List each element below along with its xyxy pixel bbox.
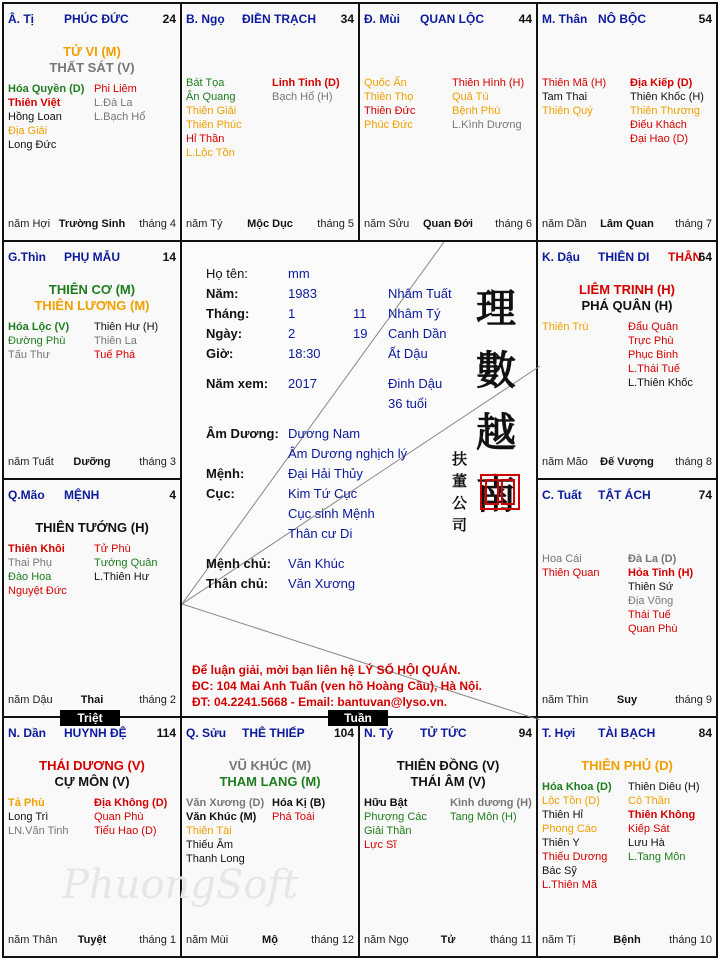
life-stage: Quan Đới: [423, 218, 473, 230]
palace-position: G.Thìn: [8, 250, 46, 264]
view-year-canchi: Đinh Dậu: [388, 376, 443, 391]
minor-star: L.Thiên Hư: [94, 571, 150, 583]
palace-year: năm Tị: [542, 934, 576, 946]
palace-position: Đ. Mùi: [364, 12, 400, 26]
minor-star: Giải Thần: [364, 825, 412, 837]
life-stage: Tuyệt: [77, 934, 107, 946]
minor-star: L.Lộc Tồn: [186, 147, 235, 159]
minor-stars-right: [450, 796, 532, 824]
minor-star: Đại Hao (D): [630, 133, 689, 145]
palace-footer: [8, 934, 176, 948]
tuan-tag: Tuần: [328, 710, 388, 726]
minor-star: Thiên Đức: [364, 105, 416, 117]
cuc-value: Kim Tứ Cục: [288, 486, 358, 501]
minor-star: Tả Phù: [8, 797, 45, 809]
cuc-note: Cục sinh Mệnh: [288, 506, 375, 521]
minor-star: Địa Không (D): [94, 797, 168, 809]
minor-star: Bạch Hổ (H): [272, 91, 333, 103]
palace-number: 94: [518, 726, 532, 740]
palace-footer: [364, 934, 532, 948]
palace-header: [542, 250, 712, 266]
palace-position: Â. Tị: [8, 12, 34, 26]
life-stage: Tử: [440, 934, 456, 946]
minor-star: Lực Sĩ: [364, 839, 397, 851]
palace-footer: [542, 934, 712, 948]
day-canchi: Canh Dần: [388, 326, 447, 341]
palace-name: PHÚC ĐỨC: [64, 12, 129, 26]
minor-star: Thiên Quan: [542, 567, 600, 579]
minor-stars-right: [272, 76, 340, 104]
palace-header: [542, 726, 712, 742]
minor-star: Long Đức: [8, 139, 57, 151]
minor-star: Tiểu Hao (D): [94, 825, 157, 837]
minor-star: Thanh Long: [186, 853, 245, 865]
palace-month: tháng 3: [139, 456, 176, 468]
palace-name: TẬT ÁCH: [598, 488, 651, 502]
palace-name: ĐIỀN TRẠCH: [242, 12, 316, 26]
palace-name: MỆNH: [64, 488, 100, 502]
palace-name: NÔ BỘC: [598, 12, 646, 26]
palace-position: N. Dần: [8, 726, 47, 740]
minor-star: Đà La (D): [628, 553, 677, 565]
contact-line-3: ĐT: 04.2241.5668 - Email: bantuvan@lyso.vn.: [192, 695, 448, 709]
minor-star: Hoa Cái: [542, 553, 582, 565]
minor-star: Thiên Tài: [186, 825, 232, 837]
palace-name: TÀI BẠCH: [598, 726, 656, 740]
calligraphy-logo: 理數越南: [476, 285, 516, 518]
view-year-label: Năm xem:: [206, 376, 269, 391]
than-chu-value: Văn Xương: [288, 576, 356, 591]
palace-month: tháng 7: [675, 218, 712, 230]
minor-star: Hỏa Tinh (H): [628, 567, 694, 579]
minor-star: L.Thiên Mã: [542, 879, 598, 891]
palace-position: K. Dậu: [542, 250, 581, 264]
palace-year: năm Tuất: [8, 456, 54, 468]
palace-header: [8, 488, 176, 504]
minor-stars-right: [628, 552, 693, 636]
cell-tuat: [536, 478, 718, 718]
life-stage: Suy: [616, 694, 638, 706]
palace-year: năm Tý: [186, 218, 223, 230]
minor-stars-right: [94, 542, 158, 584]
menh-chu-label: Mệnh chủ:: [206, 556, 271, 571]
palace-year: năm Mão: [542, 456, 588, 468]
minor-stars-right: [272, 796, 325, 824]
triet-tag: Triệt: [60, 710, 120, 726]
palace-position: N. Tý: [364, 726, 394, 740]
minor-star: L.Kình Dương: [452, 119, 522, 131]
than-chu-label: Thân chủ:: [206, 576, 269, 591]
cuc-label: Cục:: [206, 486, 235, 501]
watermark: PhuongSoft: [62, 862, 299, 908]
main-star: THIÊN LƯƠNG (M): [34, 298, 150, 313]
minor-star: Bát Tọa: [186, 77, 225, 89]
main-star: THIÊN TƯỚNG (H): [35, 520, 149, 535]
minor-star: Linh Tinh (D): [272, 77, 340, 89]
cell-dan: [2, 716, 182, 958]
minor-star: Trực Phù: [628, 335, 674, 347]
menh-chu-value: Văn Khúc: [288, 556, 345, 571]
main-star: THÁI ÂM (V): [410, 774, 486, 789]
palace-number: 34: [340, 12, 354, 26]
palace-number: 4: [169, 488, 176, 502]
minor-stars-left: [542, 320, 588, 334]
month-value: 1: [288, 306, 296, 321]
minor-star: Phượng Các: [364, 811, 427, 823]
minor-stars-left: [186, 76, 242, 160]
amduong-note: Âm Dương nghịch lý: [288, 446, 408, 461]
minor-star: Lộc Tồn (D): [542, 795, 600, 807]
cell-ty: [2, 2, 182, 242]
palace-position: Q.Mão: [8, 488, 45, 502]
contact-line-2: ĐC: 104 Mai Anh Tuấn (ven hồ Hoàng Cầu), Hà Nội.: [192, 679, 483, 693]
palace-year: năm Ngọ: [364, 934, 409, 946]
center-info-panel: [180, 240, 538, 718]
name-label: Họ tên:: [206, 266, 248, 281]
minor-star: Hóa Quyền (D): [8, 83, 85, 95]
minor-star: Tuế Phá: [94, 349, 136, 361]
palace-header: [8, 12, 176, 28]
palace-header: [542, 488, 712, 504]
palace-position: Q. Sửu: [186, 726, 227, 740]
minor-star: Quan Phù: [628, 623, 678, 635]
minor-star: Đẩu Quân: [628, 321, 679, 333]
minor-star: Thiên Hình (H): [452, 77, 525, 89]
minor-star: Hóa Khoa (D): [542, 781, 612, 793]
minor-star: Văn Xương (D): [186, 797, 265, 809]
minor-star: Bệnh Phù: [452, 105, 501, 117]
minor-star: Bác Sỹ: [542, 865, 577, 877]
palace-header: [364, 726, 532, 742]
main-star: TỬ VI (M): [63, 44, 121, 59]
life-stage: Dưỡng: [73, 456, 111, 468]
main-star: THẤT SÁT (V): [49, 60, 135, 75]
minor-star: Thai Phụ: [8, 557, 53, 569]
palace-month: tháng 6: [495, 218, 532, 230]
palace-position: M. Thân: [542, 12, 588, 26]
minor-star: Thiên Khôi: [8, 543, 65, 555]
minor-stars-left: [8, 796, 69, 838]
cell-ti: [358, 716, 538, 958]
palace-month: tháng 12: [311, 934, 354, 946]
day-label: Ngày:: [206, 326, 243, 341]
minor-star: Tam Thai: [542, 91, 588, 103]
minor-star: Điếu Khách: [630, 119, 687, 131]
minor-star: Văn Khúc (M): [186, 811, 257, 823]
minor-star: Long Trì: [8, 811, 49, 823]
year-label: Năm:: [206, 286, 239, 301]
day-lunar: 19: [353, 326, 368, 341]
minor-star: Thái Tuế: [628, 609, 671, 621]
palace-footer: [542, 694, 712, 708]
palace-number: 14: [162, 250, 176, 264]
horoscope-chart: [2, 2, 718, 958]
minor-star: Tấu Thư: [8, 349, 51, 361]
minor-star: Ân Quang: [186, 91, 236, 103]
minor-star: Thiên Hư (H): [94, 321, 159, 333]
palace-footer: [186, 218, 354, 232]
minor-star: Thiên Giải: [186, 105, 237, 117]
minor-star: Thiên Thọ: [364, 91, 414, 103]
palace-month: tháng 5: [317, 218, 354, 230]
minor-star: Địa Võng: [628, 595, 674, 607]
palace-year: năm Hợi: [8, 218, 51, 230]
main-star: THAM LANG (M): [219, 774, 321, 789]
cell-ngo: [180, 2, 360, 242]
minor-star: Cô Thần: [628, 795, 670, 807]
minor-star: Phong Cáo: [542, 823, 598, 835]
minor-stars-left: [364, 796, 427, 852]
palace-header: [364, 12, 532, 28]
main-star: VŨ KHÚC (M): [228, 758, 312, 773]
cell-mao: [2, 478, 182, 718]
palace-year: năm Thìn: [542, 694, 589, 706]
palace-year: năm Sửu: [364, 218, 410, 230]
minor-star: Tang Môn (H): [450, 811, 517, 823]
minor-star: Thiên Trù: [542, 321, 589, 333]
palace-number: 84: [698, 726, 712, 740]
palace-position: B. Ngọ: [186, 12, 225, 26]
minor-stars-left: [186, 796, 264, 866]
minor-star: Quan Phù: [94, 811, 144, 823]
minor-star: Hữu Bật: [364, 797, 408, 809]
minor-star: Thiên Hỉ: [542, 809, 583, 821]
minor-star: Tướng Quân: [94, 557, 158, 569]
cell-dau: [536, 240, 718, 480]
cell-thin: [2, 240, 182, 480]
day-value: 2: [288, 326, 296, 341]
palace-number: 64: [698, 250, 712, 264]
minor-star: Hóa Kị (B): [272, 797, 326, 809]
minor-star: Thiên La: [94, 335, 137, 347]
year-canchi: Nhâm Tuất: [388, 286, 452, 301]
palace-month: tháng 1: [139, 934, 176, 946]
palace-year: năm Thân: [8, 934, 58, 946]
amduong-label: Âm Dương:: [206, 426, 279, 441]
minor-stars-right: [94, 796, 167, 838]
main-star: THIÊN ĐỒNG (V): [396, 758, 500, 773]
red-seal-stamp: [480, 474, 520, 510]
minor-stars-right: [628, 320, 693, 390]
amduong-value: Dương Nam: [288, 426, 361, 441]
life-stage: Đế Vượng: [600, 456, 654, 468]
month-canchi: Nhâm Tý: [388, 306, 441, 321]
minor-stars-left: [8, 542, 67, 598]
palace-name: PHỤ MẪU: [64, 250, 120, 264]
life-stage: Mộ: [262, 934, 278, 946]
life-stage: Bệnh: [613, 934, 641, 946]
minor-star: Kình dương (H): [450, 797, 532, 809]
hour-canchi: Ất Dậu: [388, 346, 428, 361]
minor-stars-right: [94, 320, 158, 362]
minor-star: Tử Phù: [94, 543, 131, 555]
minor-star: Đào Hoa: [8, 571, 52, 583]
palace-month: tháng 2: [139, 694, 176, 706]
minor-star: Thiên Thương: [630, 105, 701, 117]
minor-star: Quả Tú: [452, 91, 489, 103]
palace-number: 74: [698, 488, 712, 502]
minor-star: Địa Giải: [8, 125, 48, 137]
main-star: THIÊN CƠ (M): [48, 282, 136, 297]
palace-position: T. Hợi: [542, 726, 576, 740]
minor-stars-right: [630, 76, 704, 146]
minor-star: L.Bạch Hổ: [94, 111, 146, 123]
minor-star: L.Đà La: [94, 97, 133, 109]
palace-year: năm Mùi: [186, 934, 229, 946]
life-stage: Thai: [80, 694, 104, 706]
palace-number: 114: [156, 726, 176, 740]
menh-label: Mệnh:: [206, 466, 245, 481]
main-star: THIÊN PHỦ (D): [581, 758, 673, 773]
cell-than: [536, 2, 718, 242]
main-star: CỰ MÔN (V): [54, 774, 130, 789]
palace-month: tháng 11: [489, 934, 532, 946]
minor-star: Thiên Khốc (H): [630, 91, 704, 103]
view-year-value: 2017: [288, 376, 317, 391]
year-value: 1983: [288, 286, 317, 301]
minor-star: L.Thiên Khốc: [628, 377, 693, 389]
main-star: LIÊM TRINH (H): [578, 282, 676, 297]
age-value: 36 tuổi: [388, 396, 428, 411]
minor-star: Thiên Diêu (H): [628, 781, 700, 793]
minor-star: Kiếp Sát: [628, 823, 670, 835]
body-palace-marker: THÂN: [668, 250, 702, 264]
hour-label: Giờ:: [206, 346, 234, 361]
minor-star: Địa Kiếp (D): [630, 77, 693, 89]
palace-year: năm Dậu: [8, 694, 53, 706]
minor-star: Thiên Mã (H): [542, 77, 607, 89]
minor-star: Hồng Loan: [8, 111, 62, 123]
minor-star: Nguyệt Đức: [8, 585, 67, 597]
palace-number: 104: [333, 726, 354, 740]
palace-name: QUAN LỘC: [420, 12, 484, 26]
minor-stars-left: [8, 82, 84, 152]
life-stage: Lâm Quan: [600, 218, 654, 230]
palace-month: tháng 8: [675, 456, 712, 468]
minor-star: Thiên Phúc: [186, 119, 242, 131]
palace-footer: [8, 218, 176, 232]
palace-header: [8, 726, 176, 742]
palace-footer: [542, 456, 712, 470]
main-star: PHÁ QUÂN (H): [581, 298, 673, 313]
minor-star: Thiên Quý: [542, 105, 593, 117]
minor-star: L.Thái Tuế: [628, 363, 680, 375]
palace-year: năm Dần: [542, 218, 587, 230]
minor-stars-right: [94, 82, 145, 124]
palace-month: tháng 10: [669, 934, 712, 946]
minor-star: Hóa Lộc (V): [8, 321, 70, 333]
palace-name: THÊ THIẾP: [242, 726, 305, 740]
minor-star: Thiên Việt: [8, 97, 61, 109]
minor-star: Phi Liêm: [94, 83, 137, 95]
palace-header: [542, 12, 712, 28]
palace-month: tháng 9: [675, 694, 712, 706]
hour-value: 18:30: [288, 346, 321, 361]
minor-star: Hỉ Thần: [186, 133, 225, 145]
palace-footer: [364, 218, 532, 232]
cell-hoi: [536, 716, 718, 958]
life-stage: Trường Sinh: [58, 218, 126, 230]
minor-star: Lưu Hà: [628, 837, 665, 849]
minor-stars-left: [8, 320, 69, 362]
minor-star: Thiếu Dương: [542, 851, 608, 863]
palace-number: 24: [162, 12, 176, 26]
menh-value: Đại Hải Thủy: [288, 466, 363, 481]
palace-footer: [8, 694, 176, 708]
minor-star: Thiếu Âm: [186, 839, 234, 851]
month-lunar: 11: [353, 306, 367, 321]
minor-star: Thiên Không: [628, 809, 696, 821]
cell-mui: [358, 2, 538, 242]
minor-star: Quốc Ấn: [364, 77, 407, 89]
minor-stars-left: [542, 552, 599, 580]
contact-line-1: Để luận giải, mời bạn liên hệ LÝ SỐ HỘI QUÁN.: [192, 663, 461, 677]
name-value: mm: [288, 266, 310, 281]
minor-star: Phá Toái: [272, 811, 315, 823]
palace-number: 44: [518, 12, 532, 26]
minor-stars-left: [542, 780, 612, 892]
palace-footer: [542, 218, 712, 232]
palace-position: C. Tuất: [542, 488, 582, 502]
palace-header: [8, 250, 176, 266]
minor-star: L.Tang Môn: [628, 851, 686, 863]
minor-star: Thiên Sứ: [628, 581, 674, 593]
palace-header: [186, 12, 354, 28]
palace-name: HUYNH ĐỆ: [64, 726, 127, 740]
minor-stars-right: [452, 76, 524, 132]
palace-header: [186, 726, 354, 742]
palace-month: tháng 4: [139, 218, 176, 230]
minor-stars-right: [628, 780, 700, 864]
minor-star: Thiên Y: [542, 837, 580, 849]
cell-suu: [180, 716, 360, 958]
minor-star: Đường Phù: [8, 335, 66, 347]
minor-stars-left: [364, 76, 415, 132]
minor-star: Phúc Đức: [364, 119, 413, 131]
main-star: THÁI DƯƠNG (V): [39, 758, 145, 773]
palace-number: 54: [698, 12, 712, 26]
palace-name: THIÊN DI: [598, 250, 650, 264]
life-stage: Mộc Dục: [247, 218, 293, 230]
minor-star: LN.Văn Tinh: [8, 825, 69, 837]
palace-footer: [186, 934, 354, 948]
minor-stars-left: [542, 76, 606, 118]
minor-star: Phục Binh: [628, 349, 679, 361]
seal-text: 扶董公司: [452, 450, 468, 534]
than-cu-note: Thân cư Di: [288, 526, 353, 541]
palace-footer: [8, 456, 176, 470]
palace-name: TỬ TỨC: [420, 726, 467, 740]
month-label: Tháng:: [206, 306, 250, 321]
